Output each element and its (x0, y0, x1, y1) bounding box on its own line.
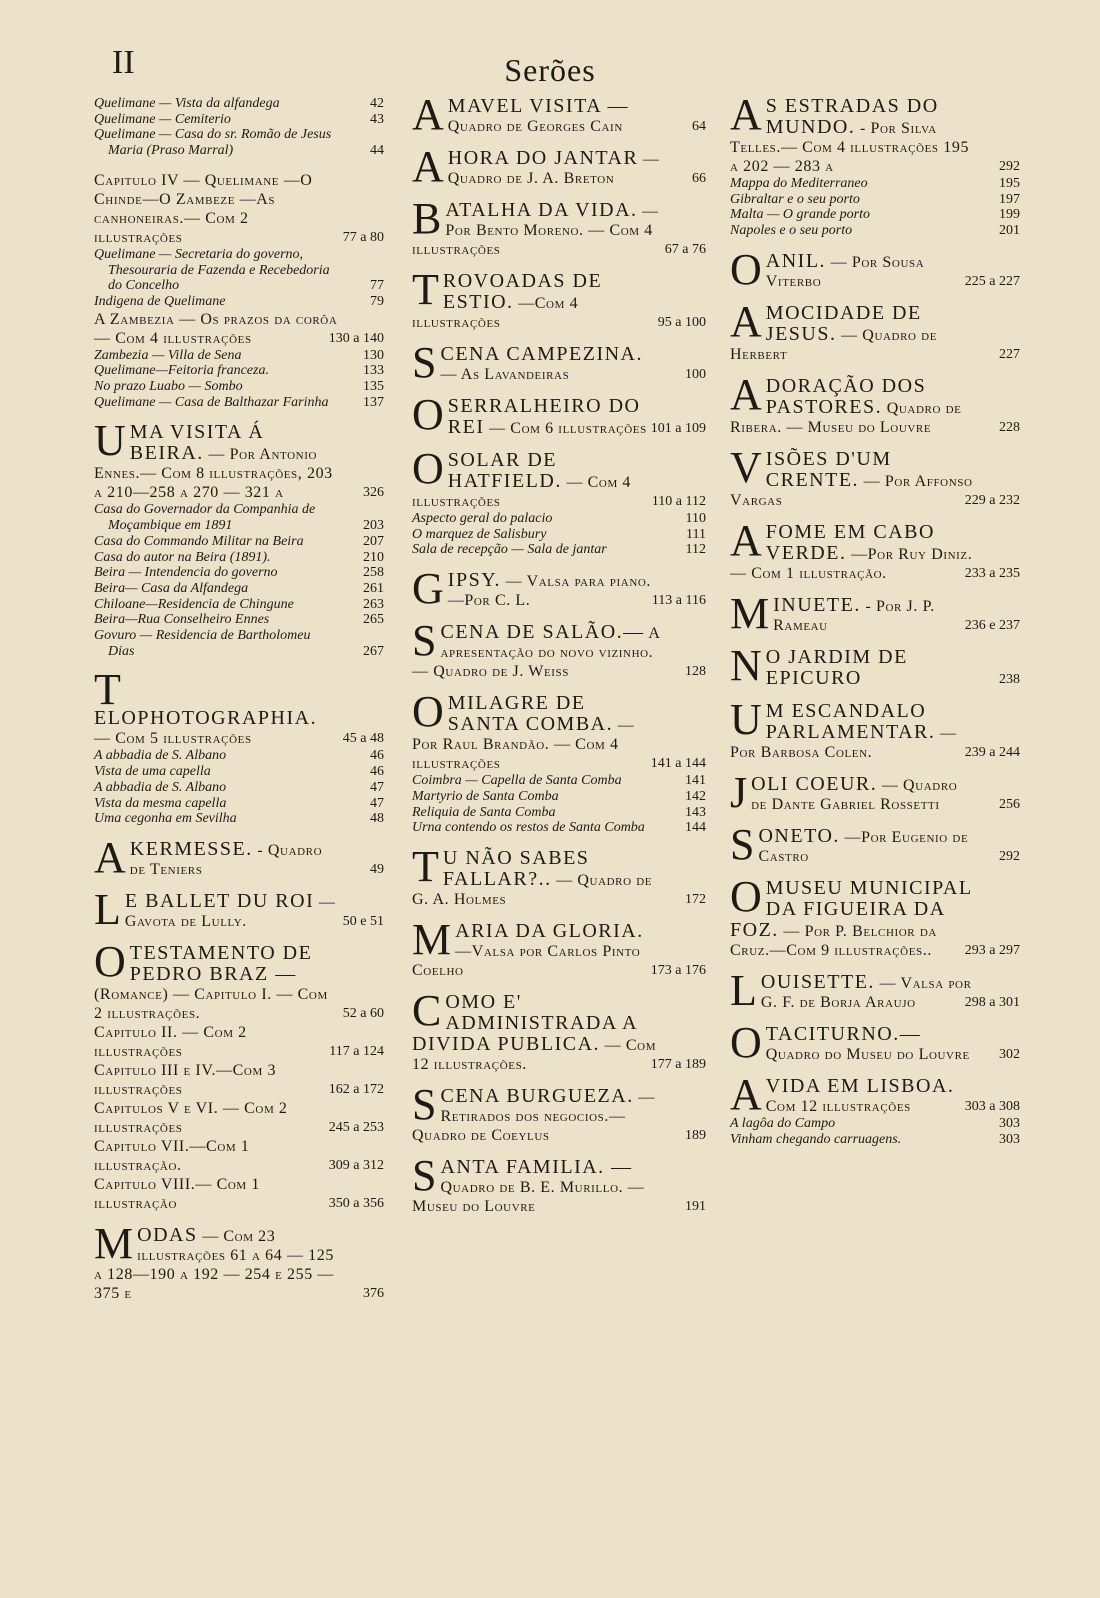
quelimane-subentries (94, 96, 384, 159)
index-subentry: Beira — Intendencia do governo 258 (94, 565, 384, 581)
drop-initial: M (730, 588, 770, 638)
index-entry-title: MUSEU MUNICIPAL DA FIGUEIRA DA FOZ. (730, 876, 972, 941)
page-reference: 172 (685, 891, 706, 907)
index-entry-detail: — Valsa para piano.—Por C. L. (447, 573, 652, 610)
page-reference: 238 (999, 671, 1020, 687)
index-entry-detail: —Por Ruy Diniz. — Com 1 illustração. (730, 545, 973, 582)
index-entry-title: OUISETTE. (760, 970, 875, 993)
index-entry-title: DORAÇÃO DOS PASTORES. (765, 374, 927, 418)
index-entry-heading: KERMESSE. - Quadro de Teniers 49 (129, 837, 384, 878)
index-entry-title: FOME EM CABO VERDE. (765, 520, 935, 564)
index-subentry: Quelimane — Vista da alfandega 42 (94, 96, 384, 111)
page-reference: 64 (692, 119, 706, 134)
page-reference: 233 a 235 (964, 565, 1020, 581)
index-entry-heading (412, 444, 706, 511)
page-reference: 110 a 112 (651, 494, 706, 509)
index-entry-detail: Quadro de Georges Cain (447, 118, 623, 135)
index-entry-title: S ESTRADAS DO MUNDO. (765, 95, 939, 138)
index-entry-heading (730, 1017, 1020, 1067)
index-entry-title: ONETO. (758, 824, 840, 847)
index-entry-detail: —Por Eugenio de Castro (758, 828, 969, 865)
index-subentry: Martyrio de Santa Comba 142 (412, 788, 706, 804)
index-entry-title: VIDA EM LISBOA. (765, 1074, 955, 1097)
index-entry (412, 564, 706, 614)
drop-initial: L (94, 884, 121, 934)
page-reference: 191 (685, 1198, 706, 1214)
page-title: Serões (504, 52, 596, 88)
index-entry (412, 444, 706, 558)
index-entry-heading (412, 1150, 706, 1216)
index-entry-heading (730, 244, 1020, 294)
index-subentry: Aspecto geral do palacio 110 (412, 511, 706, 526)
page-reference: 293 a 297 (964, 942, 1020, 958)
drop-initial: O (412, 390, 444, 439)
page-reference: 303 a 308 (964, 1098, 1020, 1114)
index-subentry: Quelimane—Feitoria franceza. 133 (94, 363, 384, 379)
index-subentry: Vista de uma capella 46 (94, 764, 384, 780)
drop-initial: S (730, 819, 755, 869)
page-reference: 227 (999, 346, 1020, 362)
index-subentry: A abbadia de S. Albano 46 (94, 748, 384, 764)
index-subentry: Napoles e o seu porto 201 (730, 223, 1020, 239)
index-entry-kermesse (94, 832, 384, 882)
index-entry-heading (730, 965, 1020, 1015)
drop-initial: A (412, 142, 444, 191)
index-entry-heading (730, 369, 1020, 437)
index-entry (730, 1017, 1020, 1067)
drop-initial: G (412, 564, 444, 614)
index-entry-title: ANTA FAMILIA. — (440, 1155, 633, 1178)
index-entry (412, 1079, 706, 1145)
index-entry-heading (730, 588, 1020, 638)
index-entry (730, 244, 1020, 294)
index-subentry: Sala de recepção — Sala de jantar 112 (412, 542, 706, 558)
drop-initial: A (730, 369, 762, 419)
index-entry (730, 296, 1020, 364)
index-entry (412, 338, 706, 387)
index-entry-detail: — Quadro de Dante Gabriel Rossetti (751, 776, 958, 813)
index-subentry: Gibraltar e o seu porto 197 (730, 191, 1020, 207)
index-entry-title: ISÕES D'UM CRENTE. (765, 447, 892, 491)
index-chapter-line: Capitulo VII.—Com 1 illustração. 309 a 312 (94, 1137, 384, 1174)
drop-initial: T (412, 265, 439, 314)
drop-initial: L (730, 965, 757, 1015)
index-entry (412, 265, 706, 332)
index-subentry: A abbadia de S. Albano 47 (94, 779, 384, 795)
drop-initial: O (730, 244, 762, 294)
index-entry-title: HORA DO JANTAR (447, 147, 639, 169)
index-entry-heading (412, 687, 706, 773)
index-entry-detail: - Por J. P. Rameau (773, 597, 935, 634)
index-entry-detail: A apresentação do novo vizinho. — Quadro de J. Weiss (412, 625, 660, 681)
index-entry-title: INUETE. (773, 593, 861, 616)
page-reference: 66 (692, 171, 706, 186)
drop-initial: C (412, 985, 442, 1035)
index-entry-detail: — Com 6 illustrações (489, 420, 647, 437)
page-reference: 302 (999, 1046, 1020, 1062)
drop-initial: A (730, 515, 762, 565)
index-entry-detail: Quadro do Museu do Louvre (765, 1045, 970, 1063)
page-reference: 101 a 109 (650, 421, 706, 436)
index-entry-detail: — Por Affonso Vargas (730, 472, 973, 509)
drop-initial: S (412, 338, 437, 387)
index-entry-detail: —Por Barbosa Colen. (730, 724, 957, 761)
index-subentry: Reliquia de Santa Comba 143 (412, 804, 706, 820)
page-reference: 239 a 244 (964, 744, 1020, 760)
index-entry-heading: E BALLET DU ROI — Gavota de Lully. 50 e 51 (124, 889, 384, 930)
index-entry-detail: —Valsa por Carlos Pinto Coelho (412, 942, 641, 979)
index-entry (730, 694, 1020, 762)
index-subentry: A lagôa do Campo 303 (730, 1115, 1020, 1131)
index-entry (412, 985, 706, 1074)
index-entry-heading: ELOPHOTOGRAPHIA. — Com 5 illustrações 45 a 48 (94, 707, 384, 748)
page-reference: 113 a 116 (651, 593, 706, 609)
drop-initial: O (412, 444, 444, 493)
index-entry-detail: Com 12 illustrações (765, 1097, 911, 1115)
index-entry (412, 194, 706, 259)
page-reference: 67 a 76 (664, 242, 706, 257)
page-reference: 292 (999, 159, 1020, 174)
index-entry-heading (730, 442, 1020, 510)
index-entry-heading (412, 616, 706, 681)
index-entry-heading: A Zambezia — Os prazos da corôa — Com 4 illustrações 130 a 140 (94, 310, 384, 347)
index-entry-title: ANIL. (765, 249, 827, 272)
index-entry-heading (412, 564, 706, 614)
index-entry-title: OMO E' ADMINISTRADA A DIVIDA PUBLICA. (412, 990, 637, 1055)
index-entry-title: SERRALHEIRO DO REI (447, 395, 641, 438)
index-entry-detail: — Por Raul Brandão. — Com 4 illustrações (412, 717, 635, 773)
drop-initial: A (730, 1069, 762, 1119)
index-subentry: Urna contendo os restos de Santa Comba 144 (412, 820, 706, 836)
index-entry-detail: — Valsa por G. F. de Borja Araujo (760, 974, 972, 1011)
index-entry (412, 687, 706, 836)
index-entry-detail: Quadro de Ribera. — Museu do Louvre (730, 399, 962, 436)
index-entry (730, 640, 1020, 690)
index-entry-detail: — Por Bento Moreno. — Com 4 illustrações (412, 203, 659, 258)
page-reference: 95 a 100 (657, 315, 706, 330)
index-subentry: Malta — O grande porto 199 (730, 207, 1020, 223)
index-entry-heading (730, 819, 1020, 869)
index-subentry: Vinham chegando carruagens. 303 (730, 1131, 1020, 1147)
index-subentry: Coimbra — Capella de Santa Comba 141 (412, 773, 706, 789)
index-entry-heading (412, 985, 706, 1074)
drop-initial: M (94, 1218, 134, 1268)
index-entry-detail: Quadro de B. E. Murillo. — Museu do Louvre (412, 1178, 645, 1215)
index-subentry: Beira— Casa da Alfandega 261 (94, 580, 384, 596)
index-entry (730, 369, 1020, 437)
index-entry (730, 1069, 1020, 1147)
page-number: II (112, 44, 135, 81)
index-subentry: Quelimane — Cemiterio 43 (94, 111, 384, 127)
index-entry-detail: — Por Sousa Viterbo (765, 253, 925, 290)
index-entry (730, 965, 1020, 1015)
drop-initial: U (94, 416, 126, 466)
index-column-1 (94, 96, 384, 1315)
index-entry-title: M ESCANDALO PARLAMENTAR. (765, 699, 936, 743)
index-entry-testamento-de-pedro-braz (94, 936, 384, 1213)
index-subentry: Indigena de Quelimane 79 (94, 293, 384, 309)
index-entry-detail: — Quadro de G. A. Holmes (412, 871, 653, 908)
index-entry-heading (730, 767, 1020, 817)
index-subentry: Quelimane — Secretaria do governo, Thesouraria de Fazenda e Recebedoria do Concelho 77 (94, 246, 384, 294)
drop-initial: B (412, 194, 442, 243)
index-subentry: Vista da mesma capella 47 (94, 795, 384, 811)
index-entry-le-ballet-du-roi (94, 884, 384, 934)
index-subentry: Mappa do Mediterraneo 195 (730, 176, 1020, 191)
index-subentry: Uma cegonha em Sevilha 48 (94, 811, 384, 827)
drop-initial: O (730, 1017, 762, 1067)
index-entry (730, 871, 1020, 960)
index-entry (412, 390, 706, 439)
index-entry-title: ARIA DA GLORIA. (455, 919, 644, 942)
index-entry-title: OLI COEUR. (751, 772, 878, 795)
drop-initial: O (412, 687, 444, 737)
index-entry (412, 90, 706, 139)
drop-initial: A (94, 832, 126, 882)
drop-initial: M (412, 914, 452, 964)
index-entry-telephotographia (94, 665, 384, 827)
index-entry (730, 442, 1020, 510)
index-entry-heading (412, 914, 706, 980)
page-reference: 189 (685, 1127, 706, 1143)
index-subentry: Casa do autor na Beira (1891). 210 (94, 549, 384, 565)
index-entry (730, 588, 1020, 638)
index-entry-detail: —Com 4 illustrações (412, 295, 579, 331)
index-entry-heading (412, 390, 706, 439)
index-subentry: Casa do Commando Militar na Beira 207 (94, 533, 384, 549)
index-entry-title: U NÃO SABES FALLAR?.. (442, 846, 590, 890)
index-entry-title: ATALHA DA VIDA. (445, 199, 638, 221)
index-subentry: Govuro — Residencia de Bartholomeu Dias 267 (94, 628, 384, 659)
index-entry (730, 767, 1020, 817)
index-entry-title: ROVOADAS DE ESTIO. (442, 270, 603, 313)
index-entry-detail: — Quadro de Herbert (730, 326, 938, 363)
index-column-2 (412, 90, 706, 1228)
index-entry-heading (730, 1069, 1020, 1119)
index-entry-detail: — Retirados dos negocios.—Quadro de Coeylus (412, 1088, 655, 1144)
page-reference: 256 (999, 796, 1020, 812)
drop-initial: A (412, 90, 444, 139)
page-reference: 229 a 232 (964, 492, 1020, 508)
page-reference: 292 (999, 848, 1020, 864)
index-chapter-line: Capitulo II. — Com 2 illustrações 117 a 124 (94, 1023, 384, 1060)
index-entry-heading (412, 194, 706, 259)
index-subentry: Quelimane — Casa do sr. Romão de Jesus Maria (Praso Marral) 44 (94, 127, 384, 159)
index-entry (412, 841, 706, 909)
drop-initial: A (730, 90, 762, 139)
page-reference: 100 (685, 367, 706, 382)
index-entry-uma-visita-a-beira (94, 416, 384, 659)
index-chapter-line: Capitulo III e IV.—Com 3 illustrações 162 a 172 (94, 1061, 384, 1098)
index-entry-heading (412, 90, 706, 139)
index-entry-heading (730, 515, 1020, 583)
index-entry-title: SOLAR DE HATFIELD. (447, 449, 562, 492)
index-entry-heading (730, 90, 1020, 176)
index-entry-heading (730, 871, 1020, 960)
index-entry (730, 90, 1020, 239)
index-entry-heading (412, 338, 706, 387)
drop-initial: U (730, 694, 762, 744)
page-reference: 173 a 176 (650, 962, 706, 978)
index-subentry: Beira—Rua Conselheiro Ennes 265 (94, 612, 384, 628)
index-entry-detail: — Quadro de J. A. Breton (447, 151, 660, 187)
drop-initial: T (94, 665, 121, 715)
index-entry (412, 1150, 706, 1216)
page-reference: 225 a 227 (964, 273, 1020, 289)
page-reference: 228 (999, 419, 1020, 435)
drop-initial: S (412, 1150, 437, 1200)
index-entry-detail: - Por Silva Telles.— Com 4 illustrações 195 a 202 — 283 a (730, 120, 970, 175)
index-subentry: Zambezia — Villa de Sena 130 (94, 347, 384, 363)
index-entry-title: MAVEL VISITA — (447, 95, 630, 117)
index-chapter-line: Capitulo VIII.— Com 1 illustração 350 a 356 (94, 1175, 384, 1212)
index-entry-heading (730, 296, 1020, 364)
index-entry-title: IPSY. (447, 569, 502, 592)
index-subentry: Casa do Governador da Companhia de Moçambique em 1891 203 (94, 502, 384, 534)
index-entry-title: TACITURNO.— (765, 1022, 922, 1045)
index-entry-detail: — Com 4 illustrações (412, 474, 632, 510)
drop-initial: A (730, 296, 762, 346)
index-entry-title: O JARDIM DE EPICURO (765, 645, 908, 689)
index-entry-heading (730, 640, 1020, 690)
page-reference: 128 (685, 664, 706, 680)
index-entry-title: CENA CAMPEZINA. (440, 343, 643, 365)
index-entry-heading: MA VISITA Á BEIRA. — Por Antonio Ennes.— Com 8 illustrações, 203 a 210—258 a 270 — 321 a 326 (94, 421, 384, 502)
index-entry (730, 819, 1020, 869)
index-chapter-line: Capitulos V e VI. — Com 2 illustrações 245 a 253 (94, 1099, 384, 1136)
page-reference: 298 a 301 (964, 994, 1020, 1010)
index-entry-heading: ODAS — Com 23 illustrações 61 a 64 — 125 a 128—190 a 192 — 254 e 255 — 375 e 376 (94, 1223, 384, 1302)
drop-initial: O (730, 871, 762, 921)
index-entry-detail: — Por P. Belchior da Cruz.—Com 9 illustrações.. (730, 922, 937, 959)
index-column-3 (730, 90, 1020, 1159)
index-entry-title: MOCIDADE DE JESUS. (765, 301, 922, 345)
drop-initial: O (94, 936, 126, 986)
index-entry-capitulo-iv (94, 171, 384, 411)
index-entry-heading (730, 694, 1020, 762)
index-entry (412, 914, 706, 980)
drop-initial: V (730, 442, 762, 492)
index-entry-title: CENA DE SALÃO.— (440, 621, 645, 644)
index-entry-heading (412, 142, 706, 191)
index-subentry: No prazo Luabo — Sombo 135 (94, 379, 384, 395)
index-entry-heading: Capitulo IV — Quelimane —O Chinde—O Zambeze —As canhoneiras.— Com 2 illustrações 77 a 80 (94, 171, 384, 246)
drop-initial: S (412, 616, 437, 666)
index-entry (412, 616, 706, 681)
index-entry-heading (412, 265, 706, 332)
index-entry-heading: TESTAMENTO DE PEDRO BRAZ — (Romance) — Capitulo I. — Com 2 illustrações. 52 a 60 (94, 941, 384, 1022)
index-entry-title: MILAGRE DE SANTA COMBA. (447, 692, 614, 736)
index-entry-heading (412, 1079, 706, 1145)
index-entry (730, 515, 1020, 583)
index-subentry: Chiloane—Residencia de Chingune 263 (94, 596, 384, 612)
drop-initial: J (730, 767, 748, 817)
page-reference: 236 e 237 (964, 617, 1020, 633)
drop-initial: N (730, 640, 762, 690)
index-entry-modas (94, 1218, 384, 1303)
index-entry-title: CENA BURGUEZA. (440, 1084, 634, 1107)
index-entry-heading (412, 841, 706, 909)
drop-initial: T (412, 841, 439, 891)
page-reference: 177 a 189 (650, 1056, 706, 1072)
page-reference: 141 a 144 (650, 756, 706, 772)
index-subentry: O marquez de Salisbury 111 (412, 526, 706, 542)
index-subentry: Quelimane — Casa de Balthazar Farinha 137 (94, 394, 384, 410)
index-entry-detail: — As Lavandeiras (440, 366, 570, 383)
drop-initial: S (412, 1079, 437, 1129)
index-entry (412, 142, 706, 191)
index-entry-detail: — Com 12 illustrações. (412, 1036, 657, 1073)
